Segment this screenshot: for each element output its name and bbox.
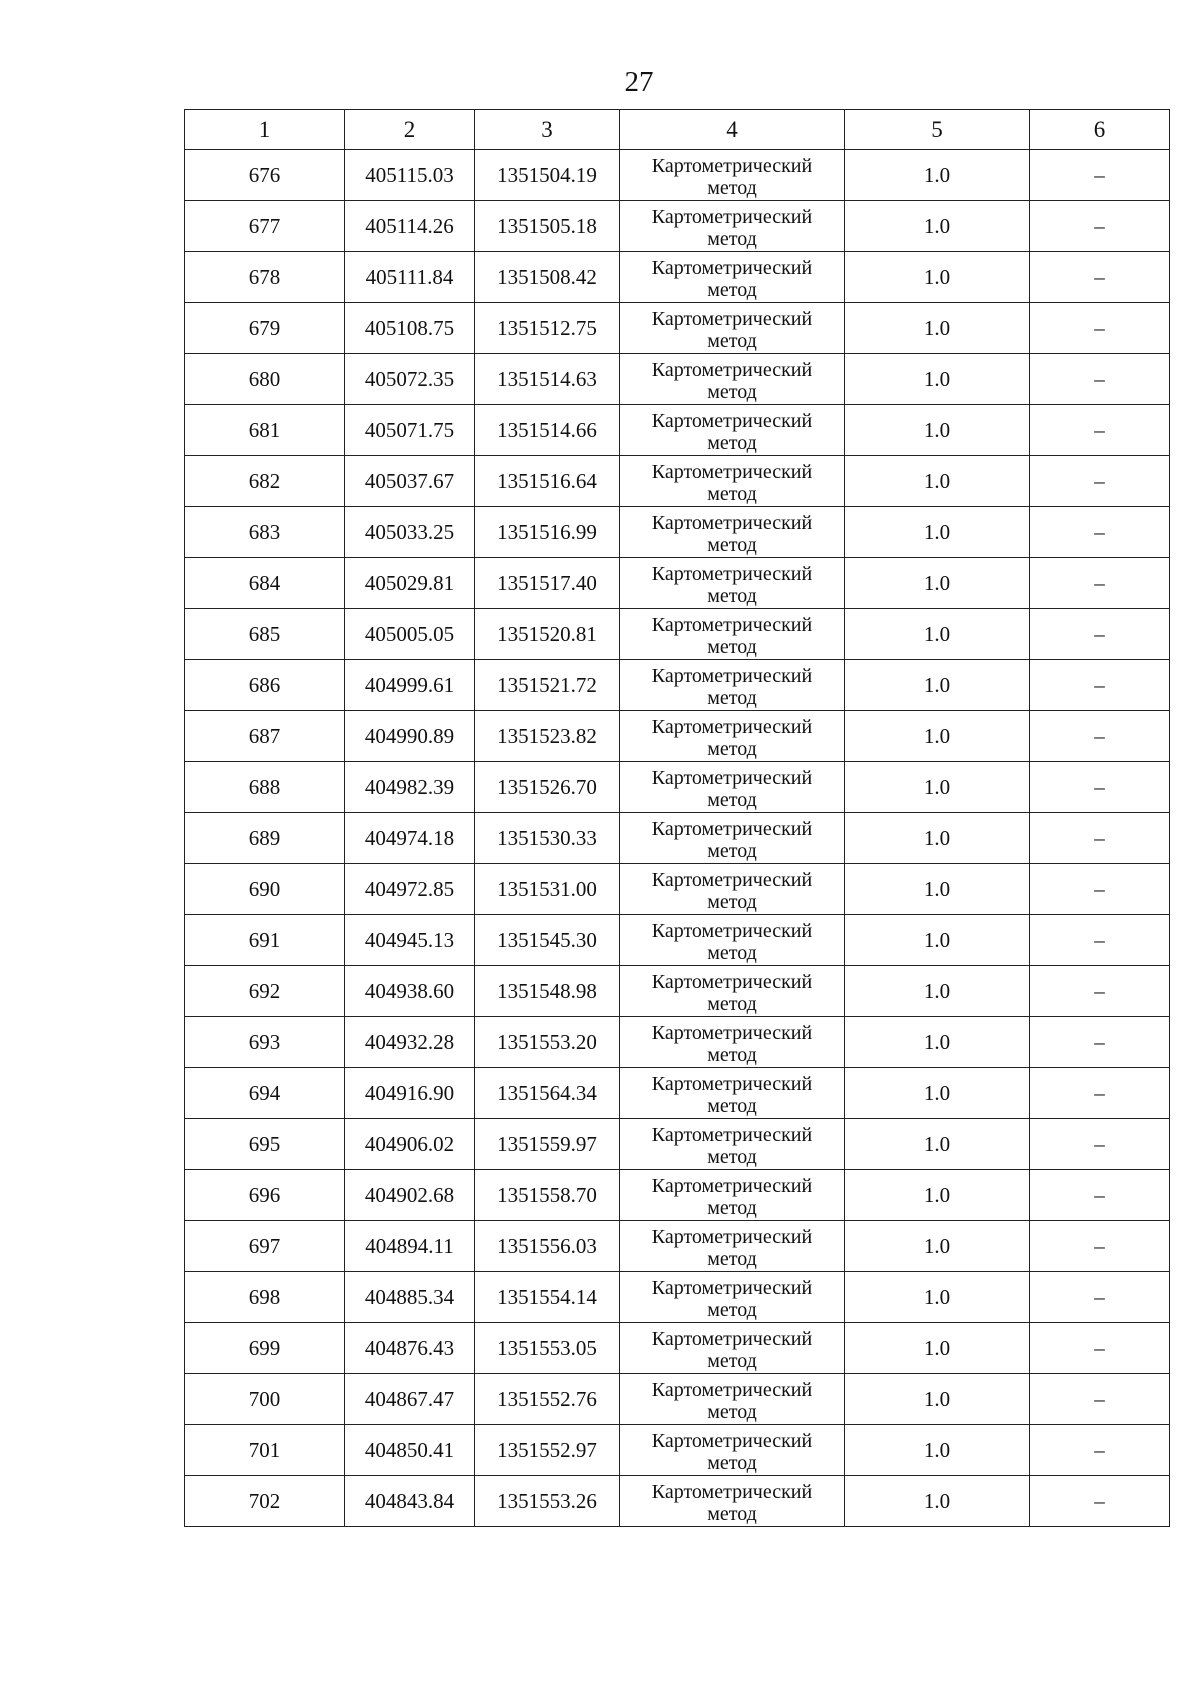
- point-number-cell: 687: [185, 711, 345, 762]
- y-coordinate-cell: 1351516.99: [475, 507, 620, 558]
- table-row: [185, 711, 1170, 762]
- y-coordinate-cell: 1351553.20: [475, 1017, 620, 1068]
- accuracy-cell: 1.0: [845, 660, 1030, 711]
- accuracy-cell: 1.0: [845, 558, 1030, 609]
- method-text-line1: Картометрический: [651, 1378, 813, 1401]
- method-text-line1: Картометрический: [651, 1276, 813, 1299]
- y-coordinate-cell: 1351552.76: [475, 1374, 620, 1425]
- method-cell: [620, 660, 845, 711]
- method-cell: [620, 1221, 845, 1272]
- note-cell: –: [1030, 915, 1170, 966]
- method-text-line2: метод: [707, 635, 757, 658]
- accuracy-cell: 1.0: [845, 405, 1030, 456]
- y-coordinate-cell: 1351530.33: [475, 813, 620, 864]
- y-coordinate-cell: 1351526.70: [475, 762, 620, 813]
- table-body: [185, 150, 1170, 1527]
- method-text-line1: Картометрический: [651, 919, 813, 942]
- accuracy-cell: 1.0: [845, 813, 1030, 864]
- x-coordinate-cell: 404885.34: [345, 1272, 475, 1323]
- note-cell: –: [1030, 762, 1170, 813]
- note-cell: –: [1030, 303, 1170, 354]
- method-text-line1: Картометрический: [651, 817, 813, 840]
- method-text-line2: метод: [707, 584, 757, 607]
- column-header: 6: [1030, 110, 1170, 150]
- table-row: [185, 813, 1170, 864]
- point-number-cell: 679: [185, 303, 345, 354]
- method-text-line1: Картометрический: [651, 256, 813, 279]
- column-header: 5: [845, 110, 1030, 150]
- accuracy-cell: 1.0: [845, 1170, 1030, 1221]
- method-cell: [620, 354, 845, 405]
- table-row: [185, 864, 1170, 915]
- accuracy-cell: 1.0: [845, 1476, 1030, 1527]
- method-text-line2: метод: [707, 1502, 757, 1525]
- y-coordinate-cell: 1351523.82: [475, 711, 620, 762]
- method-cell: [620, 1170, 845, 1221]
- method-text-line2: метод: [707, 1298, 757, 1321]
- method-text-line2: метод: [707, 788, 757, 811]
- accuracy-cell: 1.0: [845, 1017, 1030, 1068]
- accuracy-cell: 1.0: [845, 711, 1030, 762]
- coordinates-table: [184, 109, 1170, 1527]
- accuracy-cell: 1.0: [845, 762, 1030, 813]
- note-cell: –: [1030, 711, 1170, 762]
- method-text-line1: Картометрический: [651, 715, 813, 738]
- method-text-line2: метод: [707, 1247, 757, 1270]
- method-cell: [620, 252, 845, 303]
- method-text-line1: Картометрический: [651, 1072, 813, 1095]
- method-cell: [620, 1425, 845, 1476]
- x-coordinate-cell: 404906.02: [345, 1119, 475, 1170]
- method-text-line1: Картометрический: [651, 1021, 813, 1044]
- table-row: [185, 915, 1170, 966]
- method-cell: [620, 711, 845, 762]
- y-coordinate-cell: 1351558.70: [475, 1170, 620, 1221]
- table-row: [185, 150, 1170, 201]
- method-text-line2: метод: [707, 737, 757, 760]
- note-cell: –: [1030, 405, 1170, 456]
- y-coordinate-cell: 1351504.19: [475, 150, 620, 201]
- accuracy-cell: 1.0: [845, 252, 1030, 303]
- y-coordinate-cell: 1351556.03: [475, 1221, 620, 1272]
- method-cell: [620, 1323, 845, 1374]
- method-text-line2: метод: [707, 278, 757, 301]
- point-number-cell: 693: [185, 1017, 345, 1068]
- note-cell: –: [1030, 1476, 1170, 1527]
- point-number-cell: 696: [185, 1170, 345, 1221]
- method-text-line2: метод: [707, 992, 757, 1015]
- table-row: [185, 354, 1170, 405]
- point-number-cell: 695: [185, 1119, 345, 1170]
- column-header: 3: [475, 110, 620, 150]
- y-coordinate-cell: 1351553.05: [475, 1323, 620, 1374]
- method-text-line1: Картометрический: [651, 1480, 813, 1503]
- y-coordinate-cell: 1351512.75: [475, 303, 620, 354]
- column-header: 4: [620, 110, 845, 150]
- method-text-line1: Картометрический: [651, 511, 813, 534]
- x-coordinate-cell: 404972.85: [345, 864, 475, 915]
- x-coordinate-cell: 404867.47: [345, 1374, 475, 1425]
- note-cell: –: [1030, 1119, 1170, 1170]
- method-text-line2: метод: [707, 1400, 757, 1423]
- y-coordinate-cell: 1351531.00: [475, 864, 620, 915]
- x-coordinate-cell: 405005.05: [345, 609, 475, 660]
- method-text-line1: Картометрический: [651, 868, 813, 891]
- method-cell: [620, 864, 845, 915]
- note-cell: –: [1030, 1017, 1170, 1068]
- accuracy-cell: 1.0: [845, 1221, 1030, 1272]
- accuracy-cell: 1.0: [845, 303, 1030, 354]
- note-cell: –: [1030, 456, 1170, 507]
- method-cell: [620, 201, 845, 252]
- method-text-line2: метод: [707, 482, 757, 505]
- method-cell: [620, 1374, 845, 1425]
- note-cell: –: [1030, 609, 1170, 660]
- point-number-cell: 676: [185, 150, 345, 201]
- x-coordinate-cell: 404876.43: [345, 1323, 475, 1374]
- method-cell: [620, 1119, 845, 1170]
- x-coordinate-cell: 405114.26: [345, 201, 475, 252]
- method-cell: [620, 915, 845, 966]
- method-text-line2: метод: [707, 176, 757, 199]
- point-number-cell: 677: [185, 201, 345, 252]
- method-text-line1: Картометрический: [651, 154, 813, 177]
- x-coordinate-cell: 404916.90: [345, 1068, 475, 1119]
- table-row: [185, 1476, 1170, 1527]
- method-text-line1: Картометрический: [651, 409, 813, 432]
- x-coordinate-cell: 405108.75: [345, 303, 475, 354]
- x-coordinate-cell: 404982.39: [345, 762, 475, 813]
- table-row: [185, 609, 1170, 660]
- method-text-line1: Картометрический: [651, 307, 813, 330]
- method-text-line2: метод: [707, 686, 757, 709]
- point-number-cell: 700: [185, 1374, 345, 1425]
- page-number: 27: [624, 66, 654, 98]
- method-text-line2: метод: [707, 329, 757, 352]
- point-number-cell: 692: [185, 966, 345, 1017]
- accuracy-cell: 1.0: [845, 201, 1030, 252]
- method-text-line2: метод: [707, 941, 757, 964]
- y-coordinate-cell: 1351559.97: [475, 1119, 620, 1170]
- note-cell: –: [1030, 507, 1170, 558]
- table-row: [185, 1374, 1170, 1425]
- note-cell: –: [1030, 201, 1170, 252]
- table-row: [185, 1221, 1170, 1272]
- table-row: [185, 966, 1170, 1017]
- x-coordinate-cell: 404938.60: [345, 966, 475, 1017]
- method-text-line2: метод: [707, 1349, 757, 1372]
- accuracy-cell: 1.0: [845, 507, 1030, 558]
- y-coordinate-cell: 1351505.18: [475, 201, 620, 252]
- header-row: [185, 110, 1170, 150]
- table-row: [185, 1323, 1170, 1374]
- point-number-cell: 691: [185, 915, 345, 966]
- method-cell: [620, 405, 845, 456]
- x-coordinate-cell: 405071.75: [345, 405, 475, 456]
- accuracy-cell: 1.0: [845, 864, 1030, 915]
- x-coordinate-cell: 404945.13: [345, 915, 475, 966]
- note-cell: –: [1030, 1323, 1170, 1374]
- method-cell: [620, 303, 845, 354]
- table-row: [185, 762, 1170, 813]
- x-coordinate-cell: 404999.61: [345, 660, 475, 711]
- table-row: [185, 660, 1170, 711]
- method-text-line1: Картометрический: [651, 1174, 813, 1197]
- table-row: [185, 1119, 1170, 1170]
- note-cell: –: [1030, 1425, 1170, 1476]
- x-coordinate-cell: 405033.25: [345, 507, 475, 558]
- point-number-cell: 698: [185, 1272, 345, 1323]
- note-cell: –: [1030, 1221, 1170, 1272]
- method-text-line1: Картометрический: [651, 1429, 813, 1452]
- point-number-cell: 694: [185, 1068, 345, 1119]
- point-number-cell: 689: [185, 813, 345, 864]
- y-coordinate-cell: 1351554.14: [475, 1272, 620, 1323]
- table-row: [185, 558, 1170, 609]
- point-number-cell: 681: [185, 405, 345, 456]
- accuracy-cell: 1.0: [845, 966, 1030, 1017]
- accuracy-cell: 1.0: [845, 456, 1030, 507]
- x-coordinate-cell: 405072.35: [345, 354, 475, 405]
- accuracy-cell: 1.0: [845, 1272, 1030, 1323]
- method-text-line1: Картометрический: [651, 766, 813, 789]
- point-number-cell: 678: [185, 252, 345, 303]
- x-coordinate-cell: 405115.03: [345, 150, 475, 201]
- point-number-cell: 701: [185, 1425, 345, 1476]
- x-coordinate-cell: 405111.84: [345, 252, 475, 303]
- table-row: [185, 507, 1170, 558]
- point-number-cell: 690: [185, 864, 345, 915]
- column-header: 2: [345, 110, 475, 150]
- point-number-cell: 702: [185, 1476, 345, 1527]
- method-text-line2: метод: [707, 1451, 757, 1474]
- x-coordinate-cell: 404990.89: [345, 711, 475, 762]
- method-cell: [620, 813, 845, 864]
- y-coordinate-cell: 1351517.40: [475, 558, 620, 609]
- accuracy-cell: 1.0: [845, 1323, 1030, 1374]
- accuracy-cell: 1.0: [845, 354, 1030, 405]
- x-coordinate-cell: 405029.81: [345, 558, 475, 609]
- point-number-cell: 699: [185, 1323, 345, 1374]
- method-cell: [620, 507, 845, 558]
- method-text-line2: метод: [707, 890, 757, 913]
- method-text-line1: Картометрический: [651, 1225, 813, 1248]
- method-cell: [620, 966, 845, 1017]
- table-header: [185, 110, 1170, 150]
- method-text-line2: метод: [707, 1043, 757, 1066]
- table-row: [185, 405, 1170, 456]
- method-cell: [620, 558, 845, 609]
- method-text-line2: метод: [707, 380, 757, 403]
- method-text-line2: метод: [707, 533, 757, 556]
- method-text-line1: Картометрический: [651, 562, 813, 585]
- note-cell: –: [1030, 1272, 1170, 1323]
- accuracy-cell: 1.0: [845, 1119, 1030, 1170]
- note-cell: –: [1030, 252, 1170, 303]
- method-text-line1: Картометрический: [651, 205, 813, 228]
- table-row: [185, 1272, 1170, 1323]
- method-text-line1: Картометрический: [651, 613, 813, 636]
- method-cell: [620, 609, 845, 660]
- table-row: [185, 1068, 1170, 1119]
- x-coordinate-cell: 404974.18: [345, 813, 475, 864]
- column-header: 1: [185, 110, 345, 150]
- table-row: [185, 1017, 1170, 1068]
- accuracy-cell: 1.0: [845, 1374, 1030, 1425]
- point-number-cell: 684: [185, 558, 345, 609]
- table-row: [185, 252, 1170, 303]
- note-cell: –: [1030, 558, 1170, 609]
- x-coordinate-cell: 404850.41: [345, 1425, 475, 1476]
- method-text-line2: метод: [707, 1094, 757, 1117]
- note-cell: –: [1030, 354, 1170, 405]
- y-coordinate-cell: 1351545.30: [475, 915, 620, 966]
- method-text-line1: Картометрический: [651, 970, 813, 993]
- method-cell: [620, 762, 845, 813]
- method-text-line2: метод: [707, 227, 757, 250]
- table-row: [185, 303, 1170, 354]
- table-row: [185, 1425, 1170, 1476]
- method-text-line1: Картометрический: [651, 460, 813, 483]
- y-coordinate-cell: 1351508.42: [475, 252, 620, 303]
- accuracy-cell: 1.0: [845, 1068, 1030, 1119]
- accuracy-cell: 1.0: [845, 915, 1030, 966]
- y-coordinate-cell: 1351548.98: [475, 966, 620, 1017]
- method-cell: [620, 1068, 845, 1119]
- x-coordinate-cell: 404932.28: [345, 1017, 475, 1068]
- note-cell: –: [1030, 813, 1170, 864]
- note-cell: –: [1030, 1068, 1170, 1119]
- method-text-line2: метод: [707, 839, 757, 862]
- method-cell: [620, 150, 845, 201]
- note-cell: –: [1030, 1170, 1170, 1221]
- table-row: [185, 201, 1170, 252]
- note-cell: –: [1030, 150, 1170, 201]
- accuracy-cell: 1.0: [845, 150, 1030, 201]
- method-text-line1: Картометрический: [651, 1327, 813, 1350]
- y-coordinate-cell: 1351514.63: [475, 354, 620, 405]
- x-coordinate-cell: 404894.11: [345, 1221, 475, 1272]
- y-coordinate-cell: 1351521.72: [475, 660, 620, 711]
- point-number-cell: 686: [185, 660, 345, 711]
- table-row: [185, 1170, 1170, 1221]
- method-cell: [620, 456, 845, 507]
- method-text-line2: метод: [707, 431, 757, 454]
- note-cell: –: [1030, 660, 1170, 711]
- method-text-line2: метод: [707, 1196, 757, 1219]
- method-cell: [620, 1272, 845, 1323]
- method-cell: [620, 1476, 845, 1527]
- point-number-cell: 680: [185, 354, 345, 405]
- method-text-line1: Картометрический: [651, 358, 813, 381]
- x-coordinate-cell: 404902.68: [345, 1170, 475, 1221]
- accuracy-cell: 1.0: [845, 609, 1030, 660]
- method-text-line1: Картометрический: [651, 664, 813, 687]
- point-number-cell: 688: [185, 762, 345, 813]
- method-text-line2: метод: [707, 1145, 757, 1168]
- method-text-line1: Картометрический: [651, 1123, 813, 1146]
- point-number-cell: 683: [185, 507, 345, 558]
- y-coordinate-cell: 1351516.64: [475, 456, 620, 507]
- note-cell: –: [1030, 864, 1170, 915]
- note-cell: –: [1030, 966, 1170, 1017]
- y-coordinate-cell: 1351553.26: [475, 1476, 620, 1527]
- y-coordinate-cell: 1351552.97: [475, 1425, 620, 1476]
- y-coordinate-cell: 1351520.81: [475, 609, 620, 660]
- note-cell: –: [1030, 1374, 1170, 1425]
- point-number-cell: 685: [185, 609, 345, 660]
- x-coordinate-cell: 405037.67: [345, 456, 475, 507]
- y-coordinate-cell: 1351564.34: [475, 1068, 620, 1119]
- table-row: [185, 456, 1170, 507]
- point-number-cell: 697: [185, 1221, 345, 1272]
- accuracy-cell: 1.0: [845, 1425, 1030, 1476]
- x-coordinate-cell: 404843.84: [345, 1476, 475, 1527]
- y-coordinate-cell: 1351514.66: [475, 405, 620, 456]
- point-number-cell: 682: [185, 456, 345, 507]
- method-cell: [620, 1017, 845, 1068]
